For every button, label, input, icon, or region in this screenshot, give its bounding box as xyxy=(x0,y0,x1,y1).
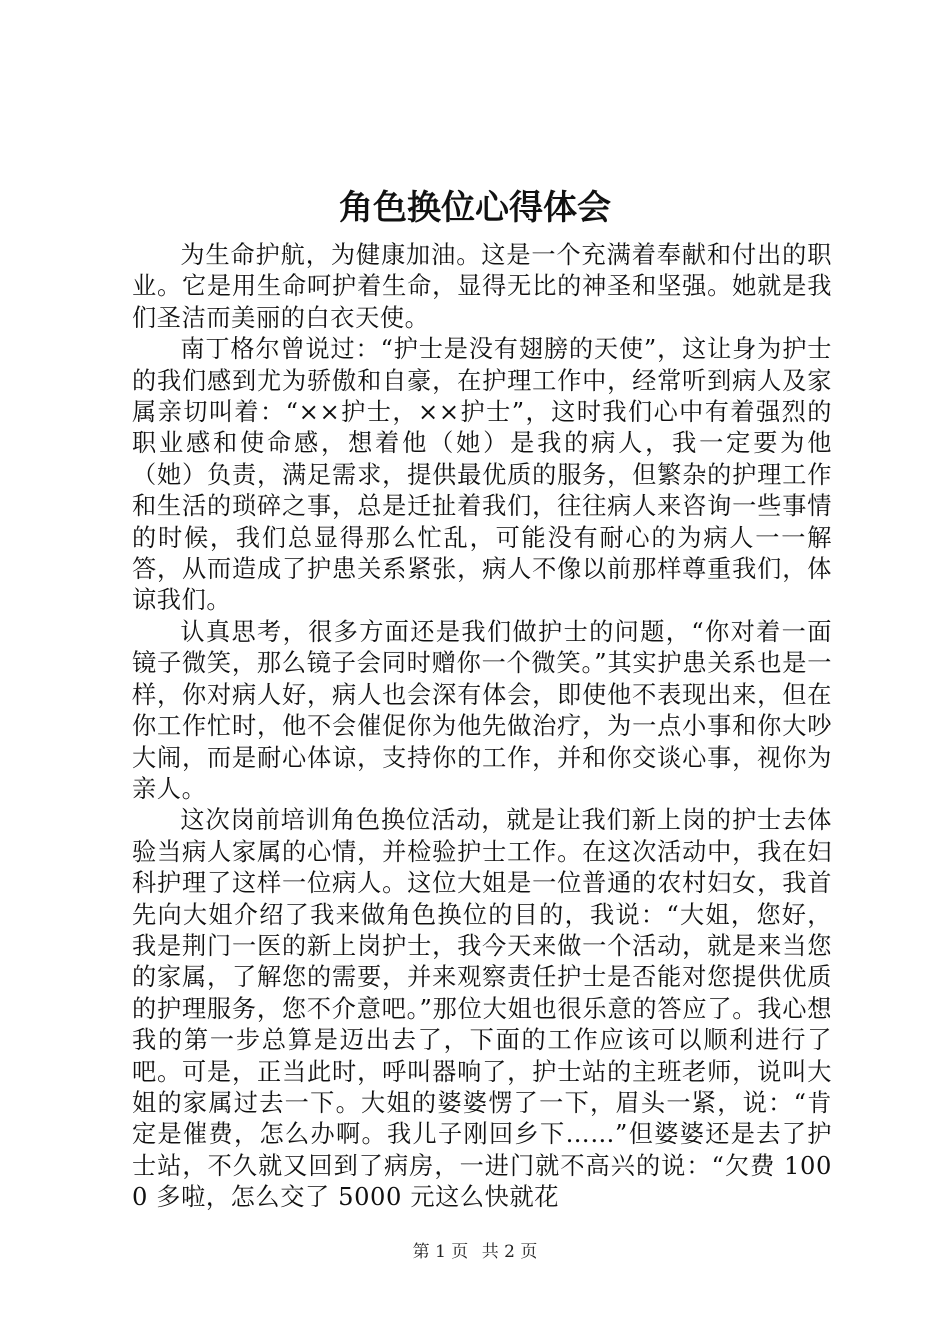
paragraph-3: 认真思考，很多方面还是我们做护士的问题，“你对着一面镜子微笑，那么镜子会同时赠你一个微笑。”其实护患关系也是一样，你对病人好，病人也会深有体会，即使他不表现出来，但在你工作忙时，他不会催促你为他先做治疗，为一点小事和你大吵大闹，而是耐心体谅，支持你的工作，并和你交谈心事，视你为亲人。 xyxy=(132,617,832,803)
paragraph-4: 这次岗前培训角色换位活动，就是让我们新上岗的护士去体验当病人家属的心情，并检验护士工作。在这次活动中，我在妇科护理了这样一位病人。这位大姐是一位普通的农村妇女，我首先向大姐介绍了我来做角色换位的目的，我说：“大姐，您好，我是荆门一医的新上岗护士，我今天来做一个活动，就是来当您的家属，了解您的需要，并来观察责任护士是否能对您提供优质的护理服务，您不介意吧。”那位大姐也很乐意的答应了。我心想我的第一步总算是迈出去了，下面的工作应该可以顺利进行了吧。可是，正当此时，呼叫器响了，护士站的主班老师，说叫大姐的家属过去一下。大姐的婆婆愣了一下，眉头一紧，说：“肯定是催费，怎么办啊。我儿子刚回乡下……”但婆婆还是去了护士站，不久就又回到了病房，一进门就不高兴的说：“欠费 1000 多啦，怎么交了 5000 元这么快就花 xyxy=(132,806,832,1212)
paragraph-1: 为生命护航，为健康加油。这是一个充满着奉献和付出的职业。它是用生命呵护着生命，显得无比的神圣和坚强。她就是我们圣洁而美丽的白衣天使。 xyxy=(132,241,832,332)
page-footer xyxy=(0,1240,950,1264)
document-body xyxy=(132,240,832,1214)
page-total: 共 2 页 xyxy=(481,1242,538,1262)
paragraph-2: 南丁格尔曾说过：“护士是没有翅膀的天使”，这让身为护士的我们感到尤为骄傲和自豪，在护理工作中，经常听到病人及家属亲切叫着：“××护士，××护士”，这时我们心中有着强烈的职业感和使命感，想着他（她）是我的病人，我一定要为他（她）负责，满足需求，提供最优质的服务，但繁杂的护理工作和生活的琐碎之事，总是迁扯着我们，往往病人来咨询一些事情的时候，我们总显得那么忙乱，可能没有耐心的为病人一一解答，从而造成了护患关系紧张，病人不像以前那样尊重我们，体谅我们。 xyxy=(132,335,832,615)
page-number: 第 1 页 xyxy=(412,1242,469,1262)
document-title: 角色换位心得体会 xyxy=(339,188,611,228)
